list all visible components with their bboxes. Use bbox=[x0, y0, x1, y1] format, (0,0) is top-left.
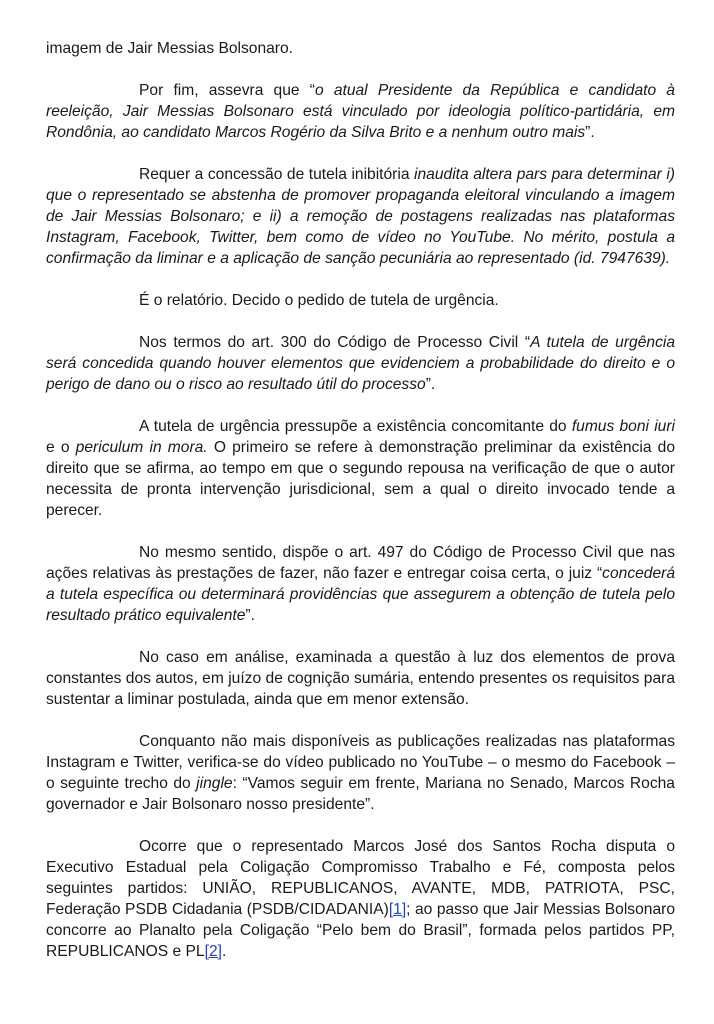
document-page bbox=[46, 38, 675, 983]
paragraph-5-text-c: e o bbox=[46, 439, 76, 456]
paragraph-5-latin-2: periculum in mora. bbox=[75, 439, 208, 456]
paragraph-7-text: No caso em análise, examinada a questão à luz dos elementos de prova constantes dos autos, em juízo de cognição sumária, entendo presentes os requisitos para sustentar a liminar postulada, ainda que em menor extensão. bbox=[46, 649, 675, 708]
paragraph-3-text: É o relatório. Decido o pedido de tutela de urgência. bbox=[139, 292, 499, 309]
paragraph-5-text-a: A tutela de urgência pressupõe a existência concomitante do bbox=[139, 418, 572, 435]
paragraph-6-text-c: ”. bbox=[245, 607, 255, 624]
paragraph-3 bbox=[46, 290, 675, 311]
paragraph-1-text-a: Por fim, assevra que “ bbox=[139, 82, 315, 99]
paragraph-6-text-a: No mesmo sentido, dispõe o art. 497 do Código de Processo Civil que nas ações relativas às prestações de fazer, não fazer e entregar coisa certa, o juiz “ bbox=[46, 544, 675, 582]
paragraph-9-text-a: Ocorre que o representado Marcos José dos Santos Rocha disputa o Executivo Estadual pela Coligação Compromisso Trabalho e Fé, composta pelos seguintes partidos: UNIÃO, REPUBLICANOS, AVANTE, MDB, PATRIOTA, PSC, Federação PSDB Cidadania (PSDB/CIDADANIA) bbox=[46, 838, 675, 918]
paragraph-2-italic: inaudita altera pars para determinar i) que o representado se abstenha de promover propaganda eleitoral vinculando a imagem de Jair Messias Bolsonaro; e ii) a remoção de postagens realizadas nas plataformas Instagram, Facebook, Twitter, bem como de vídeo no YouTube. No mérito, postula a confirmação da liminar e a aplicação de sanção pecuniária ao representado (id. 7947639). bbox=[46, 166, 676, 267]
paragraph-5-latin-1: fumus boni iuri bbox=[571, 418, 676, 435]
paragraph-9-text-b: ; ao passo que Jair Messias Bolsonaro concorre ao Planalto pela Coligação “Pelo bem do Brasil”, formada pelos partidos PP, REPUBLICANOS e PL bbox=[46, 901, 675, 960]
paragraph-4-quote: A tutela de urgência será concedida quando houver elementos que evidenciem a probabilidade do direito e o perigo de dano ou o risco ao resultado útil do processo bbox=[46, 334, 675, 393]
paragraph-2 bbox=[46, 164, 675, 269]
paragraph-2-text-a: Requer a concessão de tutela inibitória bbox=[139, 166, 415, 183]
paragraph-0 bbox=[46, 38, 675, 59]
paragraph-7 bbox=[46, 647, 675, 710]
paragraph-5-text-e: O primeiro se refere à demonstração preliminar da existência do direito que se afirma, ao tempo em que o segundo repousa na verificação de que o autor necessita de pronta intervenção jurisdicional, sem a qual o direito invocado tende a perecer. bbox=[46, 439, 676, 519]
paragraph-1-quote: o atual Presidente da República e candidato à reeleição, Jair Messias Bolsonaro está vinculado por ideologia político-partidária, em Rondônia, ao candidato Marcos Rogério da Silva Brito e a nenhum outro mais bbox=[46, 82, 675, 141]
paragraph-4 bbox=[46, 332, 675, 395]
footnote-link-2[interactable]: [2] bbox=[204, 943, 222, 960]
paragraph-8-text-a: Conquanto não mais disponíveis as publicações realizadas nas plataformas Instagram e Twitter, verifica-se do vídeo publicado no YouTube – o mesmo do Facebook – o seguinte trecho do bbox=[46, 733, 675, 792]
paragraph-9 bbox=[46, 836, 675, 962]
paragraph-4-text-a: Nos termos do art. 300 do Código de Processo Civil “ bbox=[139, 334, 531, 351]
paragraph-6 bbox=[46, 542, 675, 626]
paragraph-6-quote: concederá a tutela específica ou determinará providências que assegurem a obtenção de tutela pelo resultado prático equivalente bbox=[46, 565, 675, 624]
paragraph-8 bbox=[46, 731, 675, 815]
paragraph-1-text-c: ”. bbox=[585, 124, 595, 141]
paragraph-4-text-c: ”. bbox=[425, 376, 436, 393]
paragraph-1 bbox=[46, 80, 675, 143]
footnote-link-1[interactable]: [1] bbox=[388, 901, 407, 918]
paragraph-9-text-c: . bbox=[221, 943, 227, 960]
paragraph-8-jingle: jingle bbox=[196, 775, 233, 792]
paragraph-0-text: imagem de Jair Messias Bolsonaro. bbox=[46, 40, 294, 57]
paragraph-8-text-c: : “Vamos seguir em frente, Mariana no Senado, Marcos Rocha governador e Jair Bolsonaro nosso presidente”. bbox=[46, 775, 675, 813]
paragraph-5 bbox=[46, 416, 675, 521]
